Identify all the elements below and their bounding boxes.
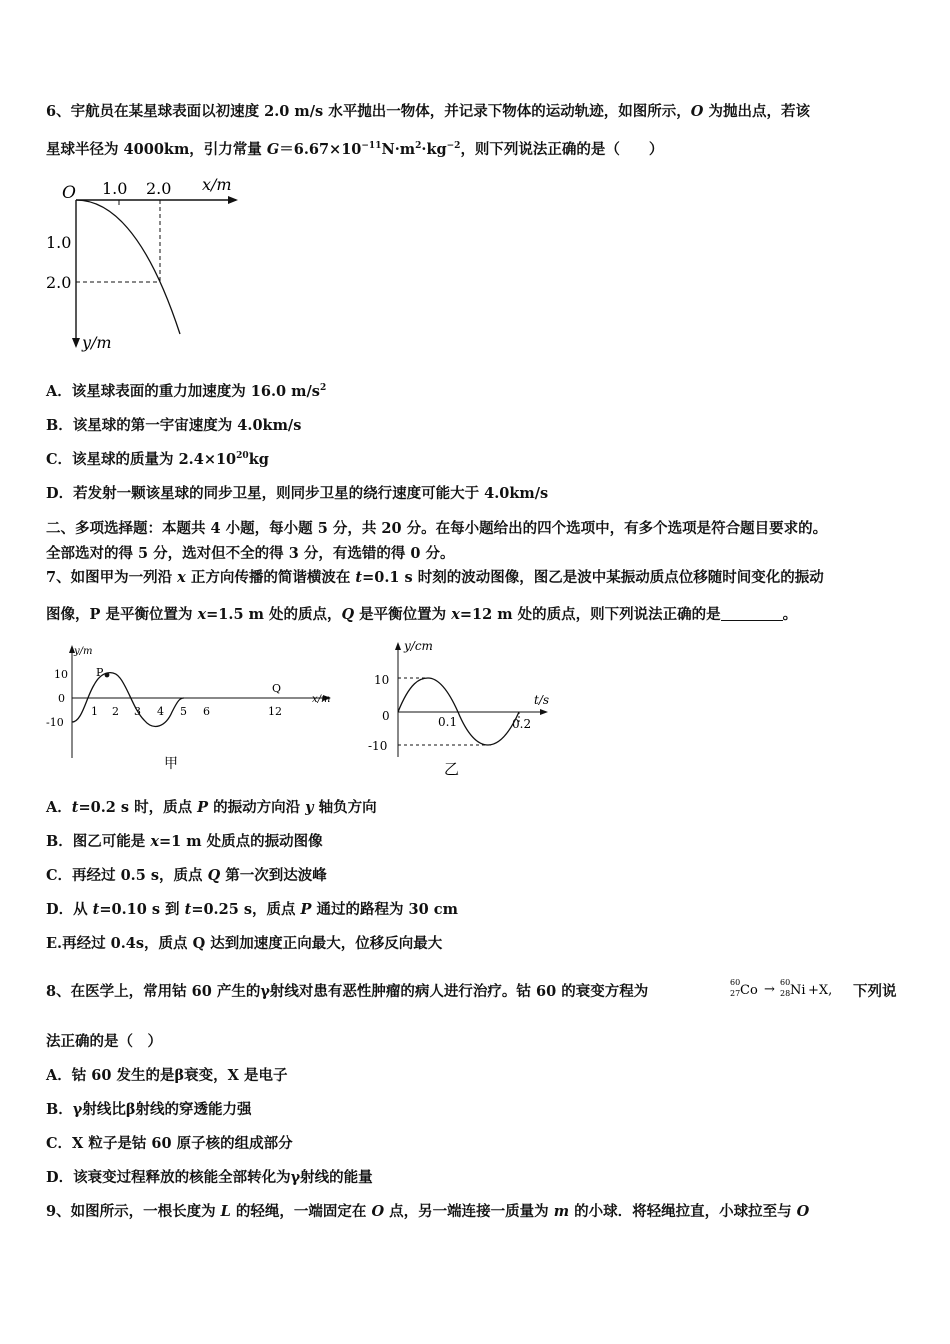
- decay-equation: [728, 974, 846, 1004]
- y-axis-label: y/m: [82, 333, 112, 352]
- jia-caption: 甲: [164, 756, 178, 772]
- q6-stem-line2: 星球半径为 4000km，引力常量 $G=6.67\times 10^{-11}N\cdot m^2\cdot kg^{-2}$，则下列说法正确的是（ ）: [46, 141, 664, 158]
- svg-text:27: 27: [730, 989, 741, 998]
- section2-line1: 二、多项选择题：本题共 4 小题，每小题 5 分，共 20 分。在每小题给出的四个选项中，有多个选项是符合题目要求的。: [46, 520, 828, 537]
- yi-y-tick-neg10: -10: [368, 739, 388, 753]
- q8-stem-line1: 8、在医学上，常用钴 60 产生的γ射线对患有恶性肿瘤的病人进行治疗。钴 60 的衰变方程为: [46, 983, 649, 1000]
- q7-option-b: B．图乙可能是 x=1 m 处质点的振动图像: [46, 833, 323, 850]
- q7-option-a: A．t=0.2 s 时，质点 P 的振动方向沿 y 轴负方向: [46, 799, 377, 816]
- yi-x-label: t/s: [534, 693, 550, 707]
- answer-blank: [721, 606, 783, 621]
- q7-wave-graph-jia: [44, 640, 344, 775]
- q8-option-a: A．钴 60 发生的是β衰变，X 是电子: [46, 1067, 288, 1084]
- q7-stem-line2: 图像，P 是平衡位置为 x=1.5 m 处的质点，Q 是平衡位置为 x=12 m 处的质点，则下列说法正确的是 。: [46, 606, 798, 623]
- svg-text:28: 28: [780, 989, 791, 998]
- q8-stem-line1-end: 下列说: [853, 983, 897, 1000]
- jia-x-label: x/m: [312, 694, 331, 705]
- jia-x-tick-2: 2: [112, 705, 119, 718]
- jia-y-tick-0: 0: [58, 692, 65, 705]
- q8-option-d: D．该衰变过程释放的核能全部转化为γ射线的能量: [46, 1169, 373, 1186]
- q8-option-b: B．γ射线比β射线的穿透能力强: [46, 1101, 252, 1118]
- q9-stem-line1: 9、如图所示，一根长度为 L 的轻绳，一端固定在 O 点，另一端连接一质量为 m 的小球．将轻绳拉直，小球拉至与 O: [46, 1203, 810, 1220]
- q8-stem-line2: 法正确的是（ ）: [46, 1033, 162, 1050]
- jia-y-label: y/m: [74, 646, 93, 657]
- jia-x-tick-1: 1: [91, 705, 98, 718]
- yi-x-tick-01: 0.1: [438, 715, 458, 729]
- yi-y-label: y/cm: [404, 639, 433, 653]
- label-p: P: [96, 666, 104, 679]
- jia-y-tick-neg10: -10: [46, 716, 64, 729]
- trajectory-curve: [76, 200, 180, 334]
- x-tick-1: 1.0: [102, 179, 128, 198]
- svg-text:60: 60: [730, 978, 741, 987]
- origin-label: O: [62, 183, 76, 203]
- jia-x-tick-4: 4: [157, 705, 164, 718]
- svg-text:60: 60: [780, 978, 791, 987]
- svg-text:+X,: +X,: [808, 983, 833, 998]
- jia-y-tick-10: 10: [54, 668, 68, 681]
- q8-option-c: C．X 粒子是钴 60 原子核的组成部分: [46, 1135, 293, 1152]
- yi-caption: 乙: [444, 760, 460, 778]
- x-axis-label: x/m: [202, 175, 232, 194]
- q7-stem-line1: 7、如图甲为一列沿 x 正方向传播的简谐横波在 t=0.1 s 时刻的波动图像，图乙是波中某振动质点位移随时间变化的振动: [46, 569, 824, 586]
- point-p: [105, 673, 110, 678]
- q6-option-d: D．若发射一颗该星球的同步卫星，则同步卫星的绕行速度可能大于 4.0km/s: [46, 485, 549, 502]
- label-q: Q: [272, 682, 282, 695]
- x-tick-2: 2.0: [146, 179, 172, 198]
- q6-trajectory-graph: [40, 172, 260, 360]
- x-axis-arrow: [228, 196, 238, 204]
- yi-x-tick-02: 0.2: [512, 717, 532, 731]
- svg-text:Ni: Ni: [790, 983, 806, 998]
- q7-vibration-graph-yi: [364, 632, 564, 782]
- q7-option-e: E.再经过 0.4s，质点 Q 达到加速度正向最大，位移反向最大: [46, 935, 443, 952]
- yi-y-tick-10: 10: [374, 673, 390, 687]
- q6-option-b: B．该星球的第一宇宙速度为 4.0km/s: [46, 417, 302, 434]
- y-tick-2: 2.0: [46, 273, 72, 292]
- q6-stem-line1: 6、宇航员在某星球表面以初速度 2.0 m/s 水平抛出一物体，并记录下物体的运动轨迹，如图所示，O 为抛出点，若该: [46, 103, 810, 120]
- q6-option-a: A．该星球表面的重力加速度为 16.0 $m/s^2$: [46, 383, 327, 400]
- jia-wave-curve: [72, 673, 184, 727]
- jia-x-tick-3: 3: [134, 705, 141, 718]
- jia-x-tick-12: 12: [268, 705, 282, 718]
- yi-y-tick-0: 0: [382, 709, 390, 723]
- section2-line2: 全部选对的得 5 分，选对但不全的得 3 分，有选错的得 0 分。: [46, 545, 455, 562]
- q7-option-c: C．再经过 0.5 s，质点 Q 第一次到达波峰: [46, 867, 327, 884]
- jia-x-tick-5: 5: [180, 705, 187, 718]
- svg-text:→: →: [764, 982, 775, 997]
- y-tick-1: 1.0: [46, 233, 72, 252]
- y-axis-arrow: [72, 338, 80, 348]
- q7-option-d: D．从 t=0.10 s 到 t=0.25 s，质点 P 通过的路程为 30 cm: [46, 901, 458, 918]
- svg-text:Co: Co: [740, 983, 758, 998]
- q6-option-c: C．该星球的质量为 $2.4\times 10^{20}kg$: [46, 451, 269, 468]
- jia-x-tick-6: 6: [203, 705, 210, 718]
